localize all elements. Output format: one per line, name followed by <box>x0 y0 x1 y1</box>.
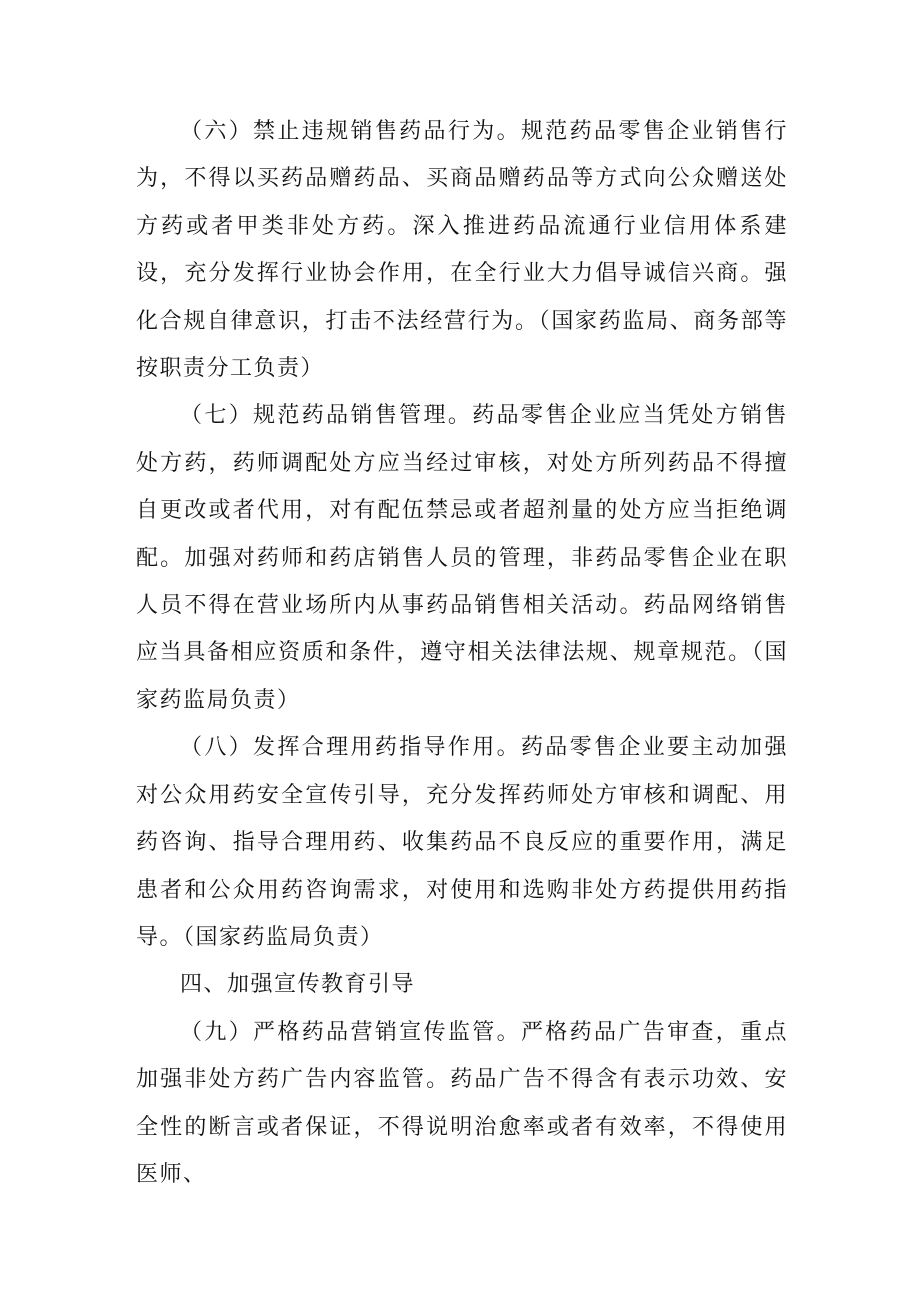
section-heading-four: 四、加强宣传教育引导 <box>180 972 416 998</box>
document-body <box>136 108 788 1198</box>
paragraph-eight: （八）发挥合理用药指导作用。药品零售企业要主动加强对公众用药安全宣传引导，充分发挥药师处方审核和调配、用药咨询、指导合理用药、收集药品不良反应的重要作用，满足患者和公众用药咨询需求，对使用和选购非处方药提供用药指导。（国家药监局负责） <box>136 735 788 950</box>
paragraph-seven: （七）规范药品销售管理。药品零售企业应当凭处方销售处方药，药师调配处方应当经过审核，对处方所列药品不得擅自更改或者代用，对有配伍禁忌或者超剂量的处方应当拒绝调配。加强对药师和药店销售人员的管理，非药品零售企业在职人员不得在营业场所内从事药品销售相关活动。药品网络销售应当具备相应资质和条件，遵守相关法律法规、规章规范。（国家药监局负责） <box>136 403 788 713</box>
paragraph-nine: （九）严格药品营销宣传监管。严格药品广告审查，重点加强非处方药广告内容监管。药品广告不得含有表示功效、安全性的断言或者保证，不得说明治愈率或者有效率，不得使用医师、 <box>136 1019 788 1187</box>
paragraph-six: （六）禁止违规销售药品行为。规范药品零售企业销售行为，不得以买药品赠药品、买商品赠药品等方式向公众赠送处方药或者甲类非处方药。深入推进药品流通行业信用体系建设，充分发挥行业协会作用，在全行业大力倡导诚信兴商。强化合规自律意识，打击不法经营行为。（国家药监局、商务部等按职责分工负责） <box>136 119 788 382</box>
